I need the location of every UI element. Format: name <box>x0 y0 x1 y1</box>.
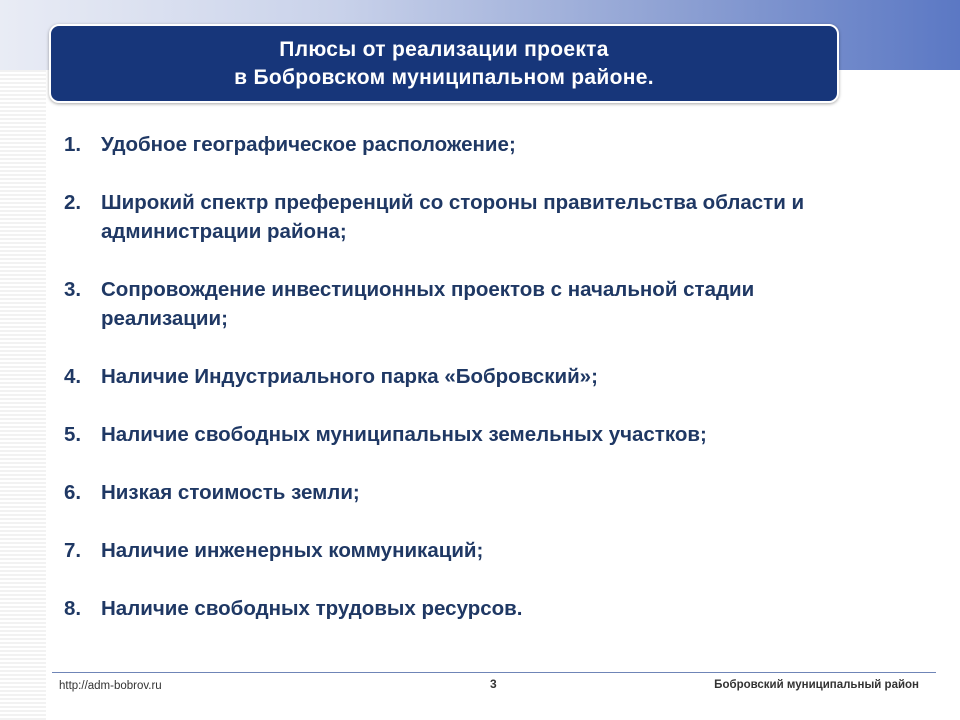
list-item-text: Удобное географическое расположение; <box>101 133 516 156</box>
list-item-number: 3. <box>64 278 82 301</box>
slide-title-line-2: в Бобровском муниципальном районе. <box>234 65 654 89</box>
list-item-number: 5. <box>64 423 82 446</box>
list-item <box>64 130 884 159</box>
list-item <box>64 420 884 449</box>
list-item <box>64 536 884 565</box>
list-item <box>64 594 884 623</box>
list-item-text: Наличие Индустриального парка «Бобровский»; <box>101 365 598 388</box>
list-item-text: Наличие свободных муниципальных земельных участков; <box>101 423 707 446</box>
list-item-number: 1. <box>64 133 82 156</box>
list-item <box>64 188 884 246</box>
list-item-number: 2. <box>64 191 82 214</box>
list-item <box>64 362 884 391</box>
list-item-number: 4. <box>64 365 82 388</box>
list-item-text: Наличие свободных трудовых ресурсов. <box>101 597 523 620</box>
left-decorative-stripe <box>0 70 46 720</box>
list-item-text: Низкая стоимость земли; <box>101 481 360 504</box>
benefits-list <box>64 130 884 652</box>
list-item-number: 6. <box>64 481 82 504</box>
list-item-number: 7. <box>64 539 82 562</box>
footer-url-link[interactable]: http://adm-bobrov.ru <box>59 680 162 692</box>
list-item <box>64 478 884 507</box>
list-item-text: Сопровождение инвестиционных проектов с начальной стадии реализации; <box>101 278 755 330</box>
footer-organization: Бобровский муниципальный район <box>714 679 919 691</box>
list-item <box>64 275 884 333</box>
slide-title-line-1: Плюсы от реализации проекта <box>279 37 609 61</box>
list-item-text: Наличие инженерных коммуникаций; <box>101 539 484 562</box>
page-number: 3 <box>490 677 497 691</box>
slide-title-box <box>49 24 839 103</box>
list-item-number: 8. <box>64 597 82 620</box>
list-item-text: Широкий спектр преференций со стороны правительства области и администрации района; <box>101 191 805 243</box>
footer-divider <box>52 672 936 673</box>
